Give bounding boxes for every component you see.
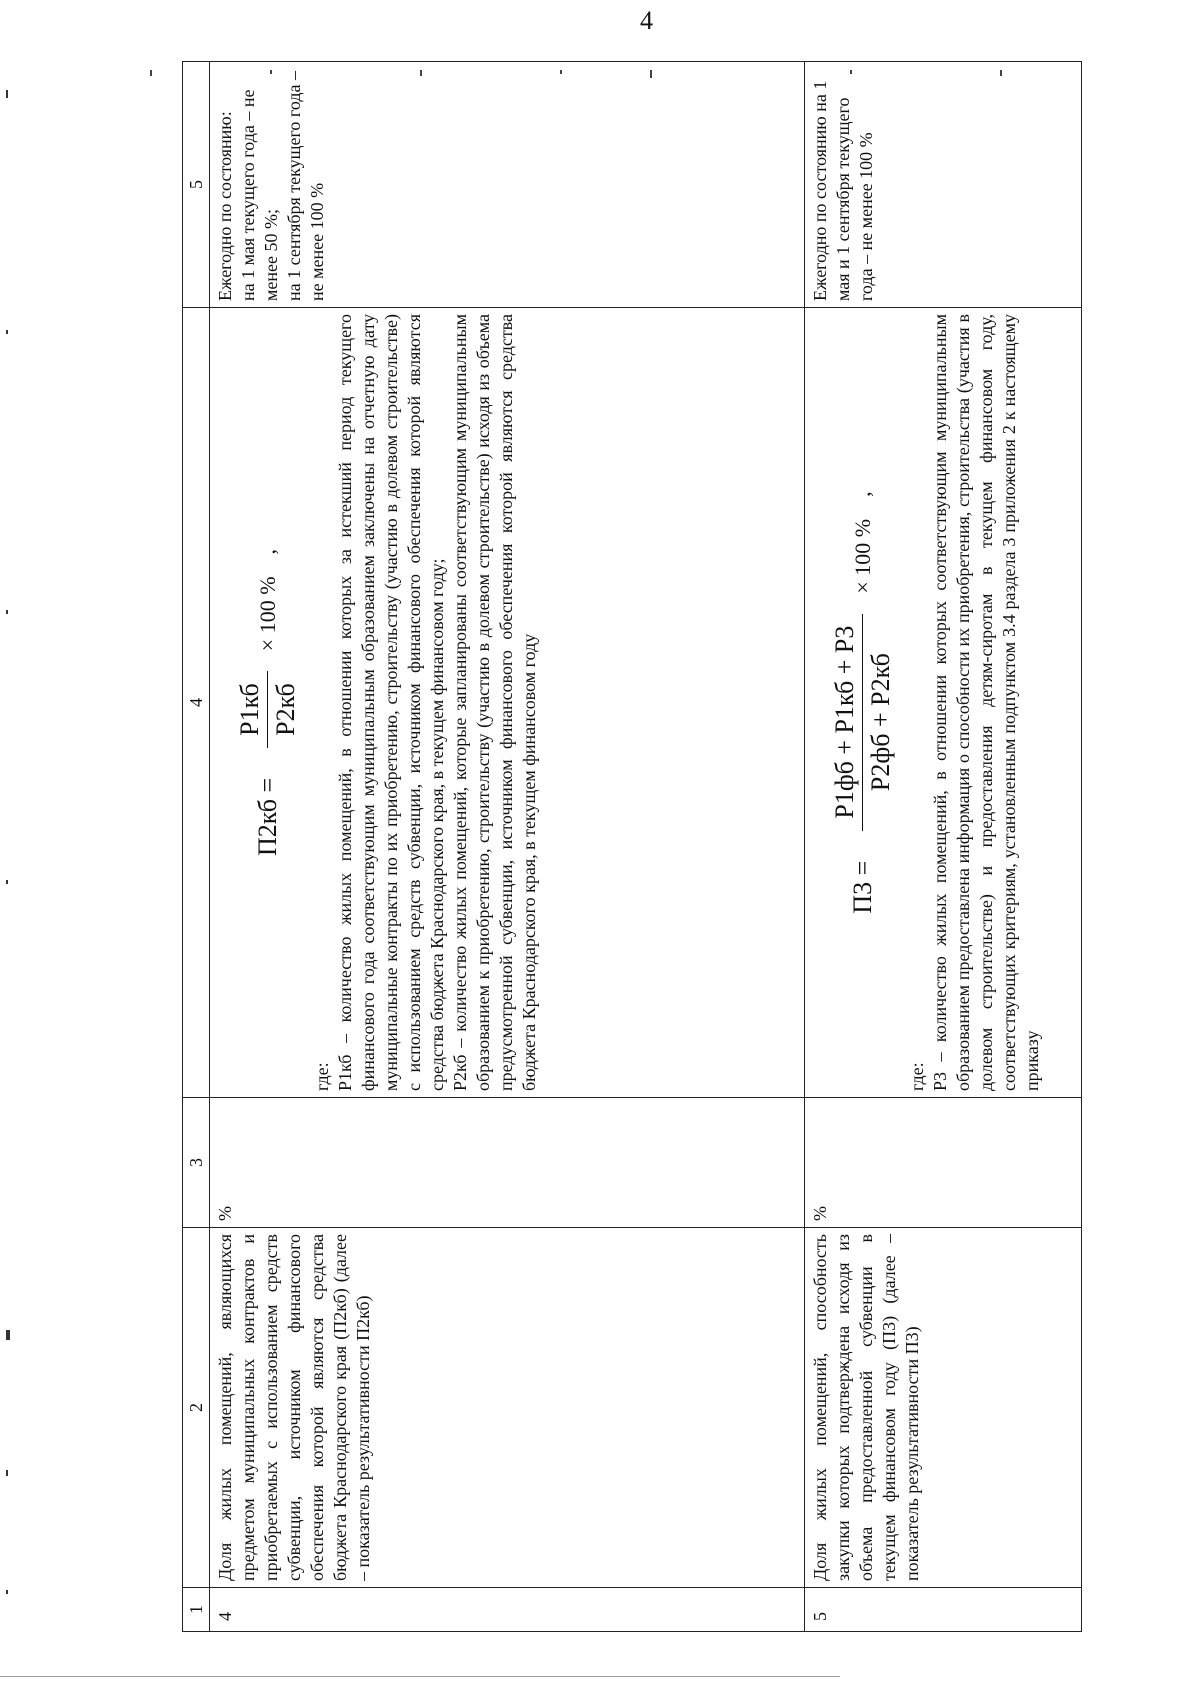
formula-numerator: Р1кб [238, 671, 268, 748]
column-number: 4 [183, 308, 210, 1098]
terms-line: Ежегодно по состоянию: [215, 111, 235, 301]
column-number: 5 [183, 62, 210, 308]
formula [830, 314, 895, 1091]
formula-lhs: П3 = [848, 860, 877, 914]
column-numbers-row [183, 62, 210, 1632]
formula-numerator: Р1фб + Р1кб + Р3 [833, 614, 863, 831]
where-label: где: [907, 1062, 927, 1091]
unit: % [210, 1098, 805, 1228]
row-number: 5 [805, 1588, 1082, 1632]
page-number: 4 [640, 6, 653, 35]
terms-line: Ежегодно по состоянию на 1 мая и 1 сентября текущего года – не менее 100 % [810, 80, 876, 301]
formula-denominator: Р2кб [271, 683, 300, 736]
rotated-table-frame [182, 62, 1082, 1632]
terms-line: на 1 мая текущего года – не менее 50 %; [238, 89, 281, 301]
formula [235, 314, 300, 1091]
fraction [830, 614, 895, 831]
variable-definition: Р1кб – количество жилых помещений, в отношении которых за истекший период текущего финансового года соответствующим муниципальным образованием заключены на отчетную дату муниципальные контракты по их приобретению, строительству (участию в долевом строительстве) с использованием средств субвенции, источником финансового обеспечения которой являются средства бюджета Краснодарского края, в текущем финансовом году; [335, 314, 447, 1091]
indicator-description: Доля жилых помещений, способность закупки которых подтверждена исходя из объема предоставленной субвенции в текущем финансовом году (П3) (далее – показатель результативности П3) [805, 1228, 1082, 1588]
row-number: 4 [210, 1588, 805, 1632]
indicator-description: Доля жилых помещений, являющихся предметом муниципальных контрактов и приобретаемых с использованием средств субвенции, источником финансового обеспечения которой являются средства бюджета Краснодарского края (П2кб) (далее – показатель результативности П2кб) [210, 1228, 805, 1588]
reporting-terms [805, 62, 1082, 308]
formula-multiplier: × 100 % [850, 518, 875, 594]
table-rotation [182, 62, 1082, 1632]
column-number: 3 [183, 1098, 210, 1228]
scan-bottom-edge [0, 1676, 840, 1677]
variable-definition: Р3 – количество жилых помещений, в отношении которых соответствующим муниципальным образованием предоставлена информация о способности их приобретения, строительства (участия в долевом строительстве) и предоставления детям-сиротам в текущем финансовом году, соответствующих критериям, установленным подпунктом 3.4 раздела 3 приложения 2 к настоящему приказу [930, 314, 1042, 1091]
fraction [235, 671, 300, 748]
column-number: 2 [183, 1228, 210, 1588]
where-label: где: [312, 1062, 332, 1091]
formula-multiplier: × 100 % [255, 576, 280, 652]
scan-margin-marks [0, 90, 10, 1670]
calculation-cell [210, 308, 805, 1098]
indicators-table [182, 61, 1082, 1632]
reporting-terms [210, 62, 805, 308]
formula-denominator: Р2фб + Р2кб [866, 653, 895, 792]
formula-trailing-comma: , [850, 491, 875, 497]
column-number: 1 [183, 1588, 210, 1632]
terms-line: на 1 сентября текущего года – не менее 100 % [284, 71, 327, 301]
unit: % [805, 1098, 1082, 1228]
calculation-cell [805, 308, 1082, 1098]
table-row [210, 62, 805, 1632]
table-row [805, 62, 1082, 1632]
formula-lhs: П2кб = [253, 777, 282, 857]
variable-definition: Р2кб – количество жилых помещений, которые запланированы соответствующим муниципальным образованием к приобретению, строительству (участию в долевом строительстве) исходя из объема предусмотренной субвенции, источником финансового обеспечения которой являются средства бюджета Краснодарского края, в текущем финансовом году [450, 314, 539, 1091]
formula-trailing-comma: , [255, 548, 280, 555]
